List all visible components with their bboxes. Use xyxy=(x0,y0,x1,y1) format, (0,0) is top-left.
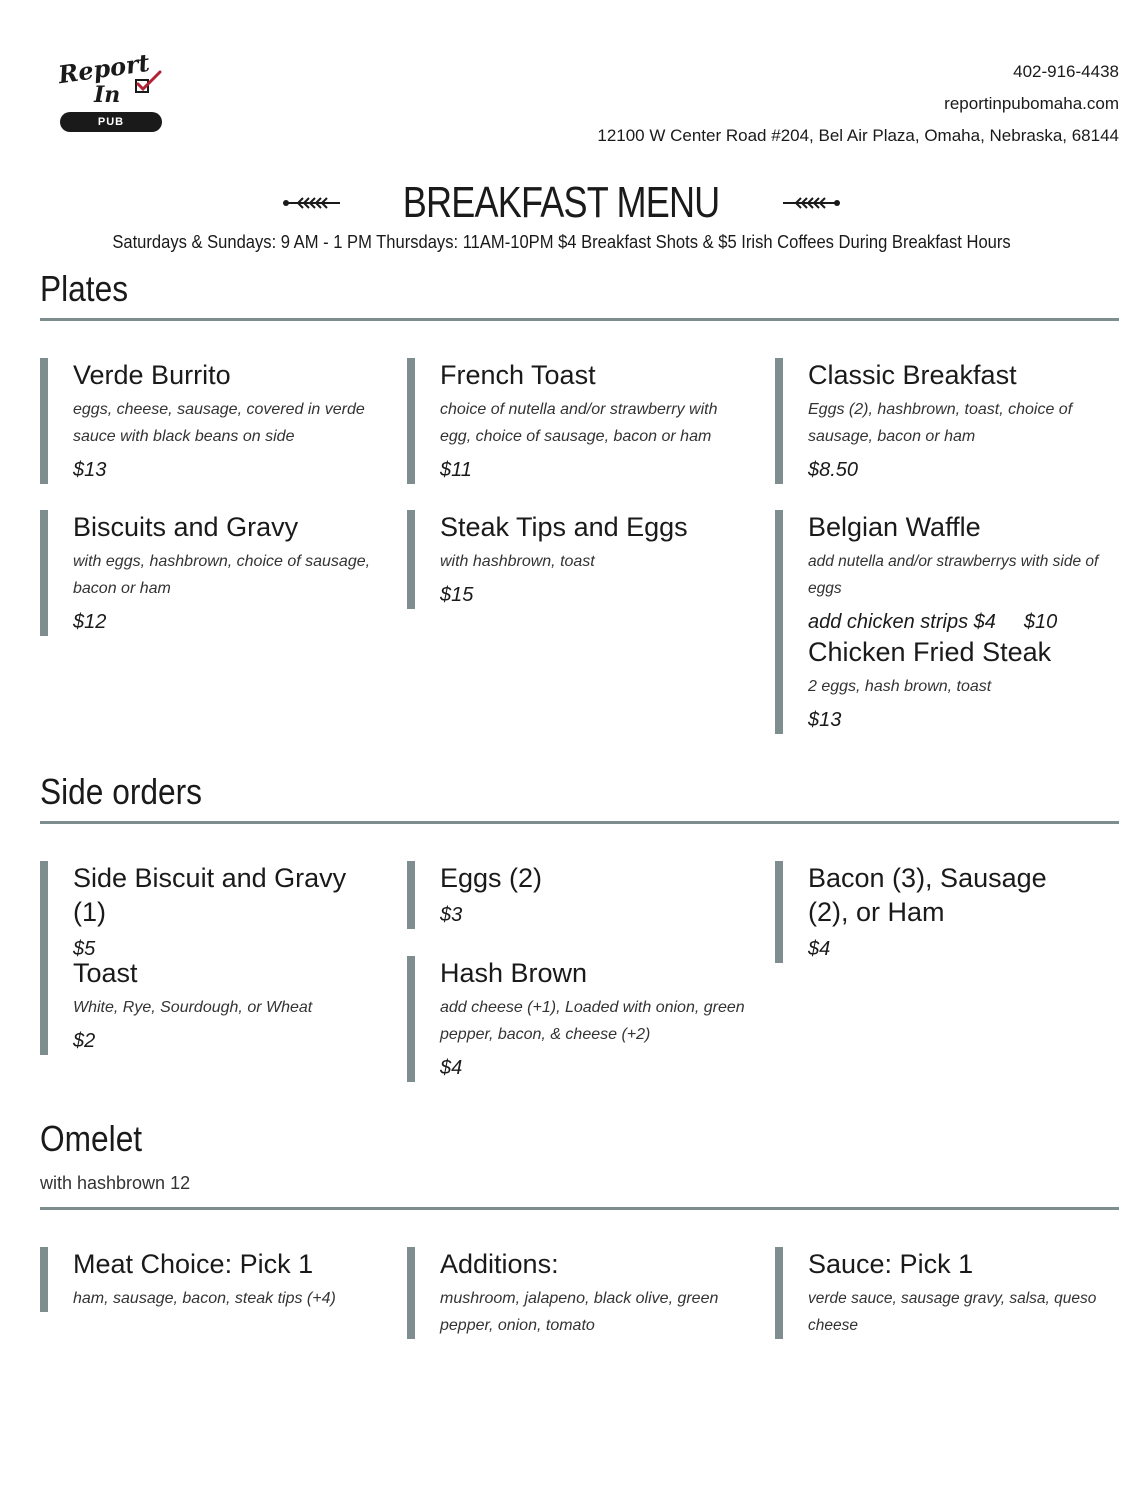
menu-item xyxy=(775,635,1115,734)
item-name: French Toast xyxy=(440,360,596,390)
item-description: add nutella and/or strawberrys with side of eggs xyxy=(808,553,1099,597)
item-name: Bacon (3), Sausage (2), or Ham xyxy=(808,863,1047,927)
item-description: choice of nutella and/or strawberry with egg, choice of sausage, bacon or ham xyxy=(440,401,718,445)
item-price: $13 xyxy=(808,709,842,731)
pub-logo xyxy=(56,47,166,134)
item-price: $10 xyxy=(1023,611,1058,633)
menu-item xyxy=(40,358,380,484)
menu-item xyxy=(775,861,1085,963)
page-title: BREAKFAST MENU xyxy=(403,178,720,227)
item-price: $12 xyxy=(73,611,107,633)
item-name: Eggs (2) xyxy=(440,863,543,893)
item-name: Chicken Fried Steak xyxy=(808,637,1052,667)
item-name: Steak Tips and Eggs xyxy=(440,512,688,542)
menu-item xyxy=(407,358,747,484)
item-description: with eggs, hashbrown, choice of sausage, bacon or ham xyxy=(73,553,371,597)
title-row xyxy=(0,178,1123,228)
item-price: $13 xyxy=(73,459,107,481)
section-divider xyxy=(40,318,1119,321)
item-price: $3 xyxy=(440,904,463,926)
item-price: $15 xyxy=(440,584,474,606)
menu-item xyxy=(40,510,380,636)
item-price: $4 xyxy=(440,1057,463,1079)
item-price: $2 xyxy=(73,1030,96,1052)
item-description: 2 eggs, hash brown, toast xyxy=(808,678,992,695)
menu-item xyxy=(40,861,380,963)
item-name: Biscuits and Gravy xyxy=(73,512,299,542)
item-description: with hashbrown, toast xyxy=(440,553,595,570)
item-name: Toast xyxy=(73,958,138,988)
menu-item xyxy=(40,956,380,1055)
section-divider xyxy=(40,1207,1119,1210)
item-price: $4 xyxy=(808,938,831,960)
menu-item xyxy=(407,1247,747,1339)
section-subtitle: with hashbrown 12 xyxy=(40,1173,191,1193)
logo-badge: PUB xyxy=(60,112,162,132)
phone-number: 402-916-4438 xyxy=(1013,62,1119,81)
item-price-row xyxy=(808,608,1120,636)
item-name: Belgian Waffle xyxy=(808,512,981,542)
item-name: Additions: xyxy=(440,1249,559,1279)
menu-item xyxy=(407,956,757,1082)
item-description: Eggs (2), hashbrown, toast, choice of sausage, bacon or ham xyxy=(808,401,1073,445)
item-description: ham, sausage, bacon, steak tips (+4) xyxy=(73,1290,336,1307)
menu-item xyxy=(40,1247,380,1312)
item-addon: add chicken strips $4 xyxy=(808,611,996,633)
item-name: Side Biscuit and Gravy (1) xyxy=(73,863,347,927)
item-name: Sauce: Pick 1 xyxy=(808,1249,974,1279)
item-name: Meat Choice: Pick 1 xyxy=(73,1249,314,1279)
hours-note: Saturdays & Sundays: 9 AM - 1 PM Thursdays: 11AM-10PM $4 Breakfast Shots & $5 Irish Coffees During Breakfast Hours xyxy=(112,232,1011,252)
item-price: $11 xyxy=(440,459,472,481)
menu-item xyxy=(775,510,1120,636)
item-description: mushroom, jalapeno, black olive, green pepper, onion, tomato xyxy=(440,1290,719,1334)
address: 12100 W Center Road #204, Bel Air Plaza, Omaha, Nebraska, 68144 xyxy=(597,126,1119,145)
section-title-omelet: Omelet xyxy=(40,1118,143,1159)
wheat-ornament-left-icon xyxy=(282,192,342,214)
item-description: verde sauce, sausage gravy, salsa, queso cheese xyxy=(808,1290,1097,1334)
menu-item xyxy=(407,510,747,609)
section-title-sides: Side orders xyxy=(40,771,203,812)
website-link[interactable]: reportinpubomaha.com xyxy=(944,94,1119,113)
item-name: Classic Breakfast xyxy=(808,360,1017,390)
item-price: $5 xyxy=(73,938,96,960)
item-name: Verde Burrito xyxy=(73,360,231,390)
checkbox-check-icon xyxy=(132,70,162,96)
logo-line-1: Report xyxy=(56,47,152,90)
wheat-ornament-right-icon xyxy=(781,192,841,214)
item-name: Hash Brown xyxy=(440,958,588,988)
section-title-plates: Plates xyxy=(40,268,129,309)
menu-item xyxy=(775,358,1115,484)
item-description: eggs, cheese, sausage, covered in verde sauce with black beans on side xyxy=(73,401,365,445)
section-divider xyxy=(40,821,1119,824)
item-price: $8.50 xyxy=(808,459,859,481)
contact-block xyxy=(597,56,1119,152)
menu-item xyxy=(407,861,747,929)
item-description: add cheese (+1), Loaded with onion, green pepper, bacon, & cheese (+2) xyxy=(440,999,745,1043)
item-description: White, Rye, Sourdough, or Wheat xyxy=(73,999,313,1016)
logo-line-2: In xyxy=(94,82,121,108)
menu-item xyxy=(775,1247,1120,1339)
